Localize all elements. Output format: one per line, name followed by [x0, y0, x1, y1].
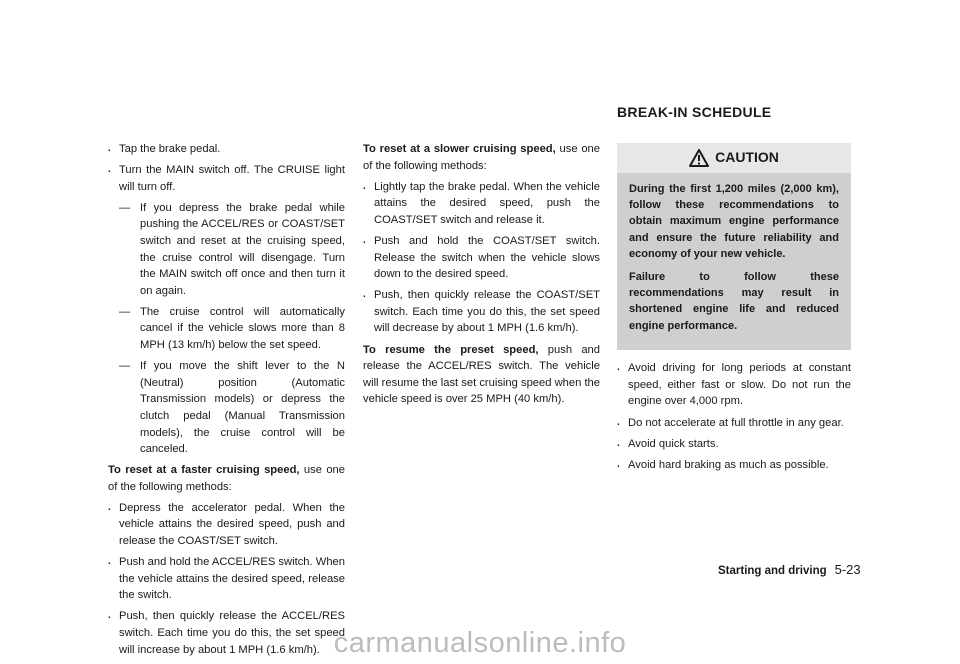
- sub-list-item: [119, 200, 345, 300]
- list-item: [108, 141, 345, 158]
- lead-slower: To reset at a slower cruising speed,: [363, 143, 556, 155]
- caution-text: During the first 1,200 miles (2,000 km), follow these recommendations to obtain maximum engine performance and ensure the future reliability and economy of your new vehicle.: [629, 182, 839, 261]
- caution-box: [617, 143, 851, 351]
- list-item-text: Avoid quick starts.: [628, 437, 719, 450]
- column-left: [108, 141, 345, 663]
- paragraph-text: use one of the following methods:: [363, 143, 600, 172]
- bullet-icon: .: [108, 556, 111, 568]
- bullet-icon: .: [617, 437, 620, 449]
- bullet-icon: .: [617, 416, 620, 428]
- footer-section: Starting and driving: [718, 565, 827, 577]
- dash-icon: —: [119, 201, 131, 214]
- list-item-text: Depress the accelerator pedal. When the vehicle attains the desired speed, push and release the COAST/SET switch.: [119, 501, 345, 548]
- sub-list-item: [119, 304, 345, 354]
- paragraph-text: push and release the ACCEL/RES switch. The vehicle will resume the last set cruising speed when the vehicle speed is over 25 MPH (40 km/h).: [363, 343, 600, 406]
- list-item: [363, 233, 600, 283]
- dash-icon: —: [119, 305, 131, 318]
- bullet-icon: .: [363, 234, 366, 246]
- page-footer: [718, 562, 861, 577]
- bullet-icon: .: [617, 458, 620, 470]
- bullet-icon: .: [108, 610, 111, 622]
- column-middle: [363, 141, 600, 412]
- list-item: [108, 162, 345, 195]
- list-item-text: Avoid hard braking as much as possible.: [628, 458, 829, 471]
- column-right: [617, 100, 851, 478]
- bullet-icon: .: [617, 362, 620, 374]
- list-item-text: Avoid driving for long periods at constant speed, either fast or slow. Do not run the engine over 4,000 rpm.: [628, 362, 851, 408]
- list-item-text: Push and hold the COAST/SET switch. Release the switch when the vehicle slows down to the desired speed.: [374, 234, 600, 281]
- list-item: [617, 415, 851, 432]
- paragraph-text: use one of the following methods:: [108, 464, 345, 493]
- warning-triangle-icon: [689, 149, 709, 167]
- list-item-text: Tap the brake pedal.: [119, 143, 221, 155]
- list-item-text: Push, then quickly release the ACCEL/RES switch. Each time you do this, the set speed will increase by about 1 MPH (1.6 km/h).: [119, 610, 345, 656]
- sub-list-item-text: The cruise control will automatically cancel if the vehicle slows more than 8 MPH (13 km/h) below the set speed.: [140, 305, 345, 352]
- list-item: [363, 179, 600, 229]
- page-number: 5-23: [834, 562, 861, 577]
- list-item-text: Lightly tap the brake pedal. When the vehicle attains the desired speed, push the COAST/SET switch and release it.: [374, 180, 600, 226]
- paragraph-resume: [363, 342, 600, 408]
- bullet-icon: .: [108, 143, 111, 154]
- list-item: [617, 360, 851, 410]
- dash-icon: —: [119, 360, 131, 373]
- list-item: [617, 457, 851, 474]
- paragraph-slower: [363, 141, 600, 174]
- bullet-icon: .: [363, 180, 366, 192]
- caution-header: [617, 143, 851, 173]
- section-heading: BREAK-IN SCHEDULE: [617, 104, 772, 120]
- bullet-icon: .: [108, 501, 111, 513]
- list-item-text: Push, then quickly release the COAST/SET switch. Each time you do this, the set speed will decrease by about 1 MPH (1.6 km/h).: [374, 289, 600, 335]
- list-item: [617, 436, 851, 453]
- bullet-icon: .: [108, 164, 111, 176]
- watermark: carmanualsonline.info: [333, 627, 627, 659]
- sub-list-item: [119, 358, 345, 458]
- bullet-icon: .: [363, 289, 366, 301]
- caution-title: CAUTION: [715, 149, 779, 166]
- list-item-text: Do not accelerate at full throttle in any gear.: [628, 416, 844, 429]
- caution-text: Failure to follow these recommendations may result in shortened engine life and reduced engine performance.: [629, 270, 839, 332]
- lead-resume: To resume the preset speed,: [363, 343, 539, 356]
- list-item: [108, 500, 345, 550]
- list-item: [363, 287, 600, 337]
- lead-faster: To reset at a faster cruising speed,: [108, 464, 300, 477]
- list-item-text: Turn the MAIN switch off. The CRUISE light will turn off.: [119, 164, 345, 193]
- sub-list-item-text: If you move the shift lever to the N (Neutral) position (Automatic Transmission models) or depress the clutch pedal (Manual Transmission models), the cruise control will be canceled.: [140, 360, 345, 456]
- list-item-text: Push and hold the ACCEL/RES switch. When the vehicle attains the desired speed, release the switch.: [119, 556, 345, 602]
- list-item: [108, 554, 345, 604]
- paragraph-faster: [108, 462, 345, 495]
- sub-list-item-text: If you depress the brake pedal while pushing the ACCEL/RES or COAST/SET switch and reset at the cruising speed, the cruise control will disengage. Turn the MAIN switch off once and then turn it on again.: [140, 201, 345, 297]
